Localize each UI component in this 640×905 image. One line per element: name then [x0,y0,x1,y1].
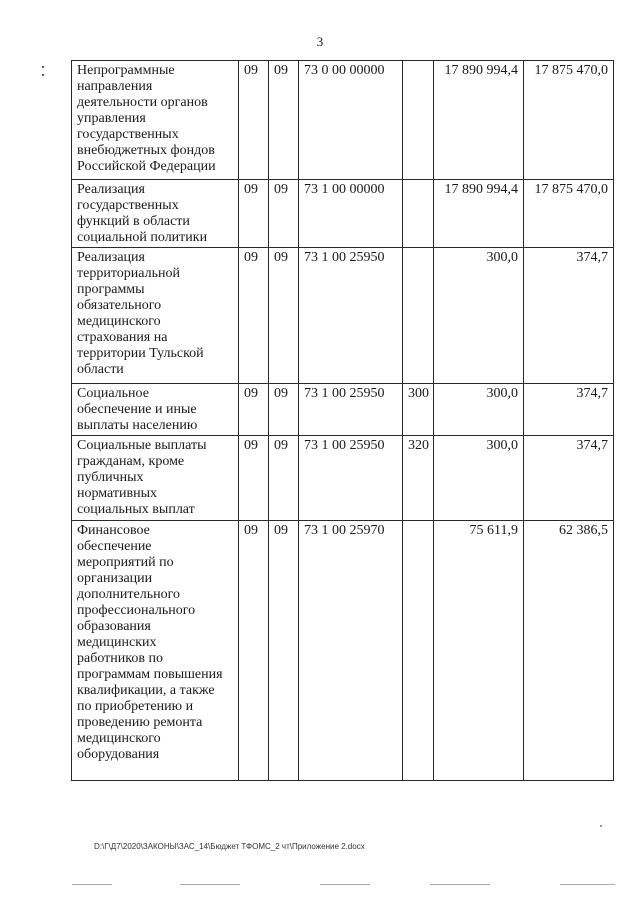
scan-mark [42,74,44,76]
row-sum-first: 300,0 [434,384,524,436]
table-row [72,248,614,384]
row-sum-second: 17 875 470,0 [524,180,614,248]
row-name: Социальное обеспечение и иные выплаты населению [72,384,239,436]
scan-mark [600,825,602,827]
row-target-article: 73 1 00 25950 [299,384,403,436]
row-sum-second: 374,7 [524,384,614,436]
row-expense-type [403,521,434,781]
row-sum-second: 62 386,5 [524,521,614,781]
row-subsection-code: 09 [269,248,299,384]
row-section-code: 09 [239,248,269,384]
row-sum-second: 374,7 [524,248,614,384]
scan-mark [42,66,44,68]
row-target-article: 73 1 00 25970 [299,521,403,781]
row-name: Реализация территориальной программы обязательного медицинского страхования на территории Тульской области [72,248,239,384]
table-row [72,384,614,436]
row-name: Непрограммные направления деятельности органов управления государственных внебюджетных фондов Российской Федерации [72,61,239,180]
row-subsection-code: 09 [269,180,299,248]
row-expense-type [403,248,434,384]
row-section-code: 09 [239,384,269,436]
row-target-article: 73 0 00 00000 [299,61,403,180]
row-section-code: 09 [239,180,269,248]
row-name: Реализация государственных функций в области социальной политики [72,180,239,248]
row-expense-type [403,180,434,248]
row-subsection-code: 09 [269,436,299,521]
table-row [72,61,614,180]
scan-mark [320,884,370,885]
row-subsection-code: 09 [269,521,299,781]
row-target-article: 73 1 00 00000 [299,180,403,248]
page-number: 3 [316,34,324,49]
row-section-code: 09 [239,521,269,781]
row-expense-type: 300 [403,384,434,436]
table-row [72,180,614,248]
row-sum-first: 17 890 994,4 [434,180,524,248]
table-row [72,521,614,781]
row-sum-first: 300,0 [434,248,524,384]
row-expense-type [403,61,434,180]
footer-file-path: D:\Г\Д7\2020\ЗАКОНЫ\ЗАС_14\Бюджет ТФОМС_2 чт\Приложение 2.docx [94,842,365,851]
row-section-code: 09 [239,61,269,180]
row-sum-second: 374,7 [524,436,614,521]
row-name: Финансовое обеспечение мероприятий по организации дополнительного профессионального образования медицинских работников по программам повышения квалификации, а также по приобретению и проведению ремонта медицинского оборудования [72,521,239,781]
row-subsection-code: 09 [269,384,299,436]
table-row [72,436,614,521]
scan-mark [72,884,112,885]
row-expense-type: 320 [403,436,434,521]
row-sum-second: 17 875 470,0 [524,61,614,180]
scan-mark [560,884,615,885]
row-sum-first: 17 890 994,4 [434,61,524,180]
row-name: Социальные выплаты гражданам, кроме публичных нормативных социальных выплат [72,436,239,521]
row-target-article: 73 1 00 25950 [299,436,403,521]
row-section-code: 09 [239,436,269,521]
row-sum-first: 75 611,9 [434,521,524,781]
scan-mark [430,884,490,885]
row-sum-first: 300,0 [434,436,524,521]
scan-mark [180,884,240,885]
row-subsection-code: 09 [269,61,299,180]
budget-table [71,60,614,781]
row-target-article: 73 1 00 25950 [299,248,403,384]
